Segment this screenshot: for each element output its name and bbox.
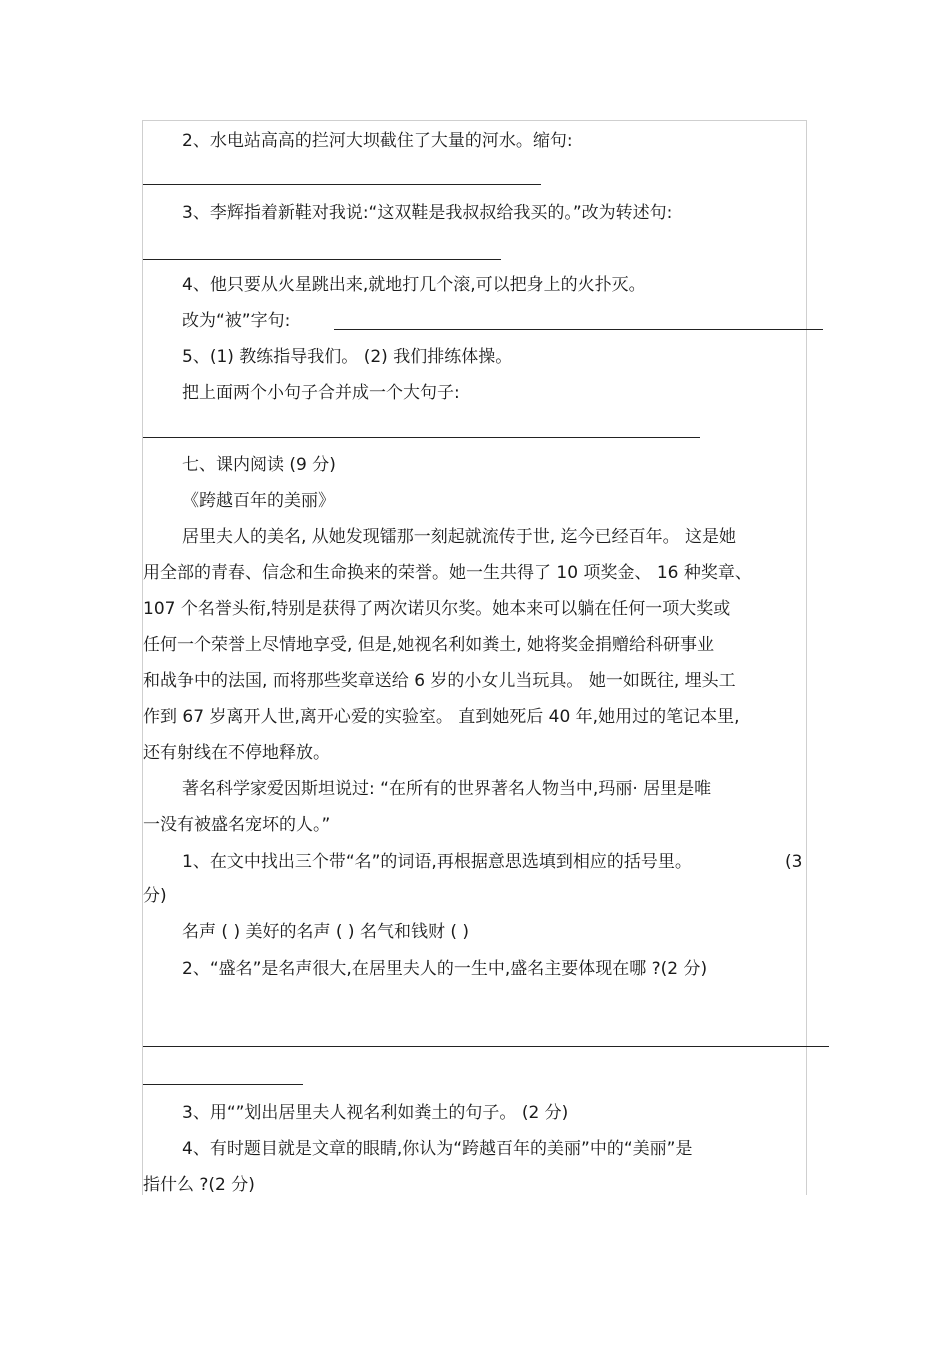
reading-title: 《跨越百年的美丽》: [182, 491, 335, 511]
einstein-quote-line-1: 著名科学家爱因斯坦说过: “在所有的世界著名人物当中,玛丽· 居里是唯: [182, 779, 712, 799]
answer-line-r2b[interactable]: [143, 1084, 303, 1085]
fill-in-brackets: 名声 ( ) 美好的名声 ( ) 名气和钱财 ( ): [182, 922, 470, 942]
passage-line-2: 用全部的青春、信念和生命换来的荣誉。她一生共得了 10 项奖金、 16 种奖章、: [143, 563, 752, 583]
answer-line-3[interactable]: [143, 259, 501, 260]
passage-line-7: 还有射线在不停地释放。: [143, 743, 330, 763]
reading-question-1-points-a: (3: [785, 852, 803, 872]
passage-line-5: 和战争中的法国, 而将那些奖章送给 6 岁的小女儿当玩具。 她一如既往, 埋头工: [143, 671, 736, 691]
section-7-heading: 七、课内阅读 (9 分): [182, 455, 336, 475]
question-4-sentence: 4、他只要从火星跳出来,就地打几个滚,可以把身上的火扑灭。: [182, 275, 646, 295]
answer-line-2[interactable]: [143, 184, 541, 185]
question-4-instruction: 改为“被”字句:: [182, 311, 291, 331]
reading-question-1-points-b: 分): [143, 886, 167, 906]
question-5-sentences: 5、(1) 教练指导我们。 (2) 我们排练体操。: [182, 347, 513, 367]
einstein-quote-line-2: 一没有被盛名宠坏的人。”: [143, 815, 331, 835]
question-2-shorten: 2、水电站高高的拦河大坝截住了大量的河水。缩句:: [182, 131, 573, 151]
passage-line-4: 任何一个荣誉上尽情地享受, 但是,她视名利如粪土, 她将奖金捐赠给科研事业: [143, 635, 715, 655]
reading-question-1: 1、在文中找出三个带“名”的词语,再根据意思选填到相应的括号里。: [182, 852, 692, 872]
page-border-top: [142, 120, 807, 121]
passage-line-1: 居里夫人的美名, 从她发现镭那一刻起就流传于世, 迄今已经百年。 这是她: [182, 527, 737, 547]
question-3-reported-speech: 3、李辉指着新鞋对我说:“这双鞋是我叔叔给我买的。”改为转述句:: [182, 203, 673, 223]
reading-question-3: 3、用“”划出居里夫人视名利如粪土的句子。 (2 分): [182, 1103, 569, 1123]
passage-line-6: 作到 67 岁离开人世,离开心爱的实验室。 直到她死后 40 年,她用过的笔记本里,: [143, 707, 740, 727]
reading-question-2: 2、“盛名”是名声很大,在居里夫人的一生中,盛名主要体现在哪 ?(2 分): [182, 959, 708, 979]
page-border-left: [142, 120, 143, 1195]
reading-question-4-cont: 指什么 ?(2 分): [143, 1175, 255, 1195]
answer-line-5[interactable]: [143, 437, 700, 438]
answer-line-r2a[interactable]: [143, 1046, 829, 1047]
answer-line-4[interactable]: [334, 329, 823, 330]
passage-line-3: 107 个名誉头衔,特别是获得了两次诺贝尔奖。她本来可以躺在任何一项大奖或: [143, 599, 731, 619]
question-5-instruction: 把上面两个小句子合并成一个大句子:: [182, 383, 460, 403]
reading-question-4: 4、有时题目就是文章的眼睛,你认为“跨越百年的美丽”中的“美丽”是: [182, 1139, 693, 1159]
page-border-right: [806, 120, 807, 1195]
